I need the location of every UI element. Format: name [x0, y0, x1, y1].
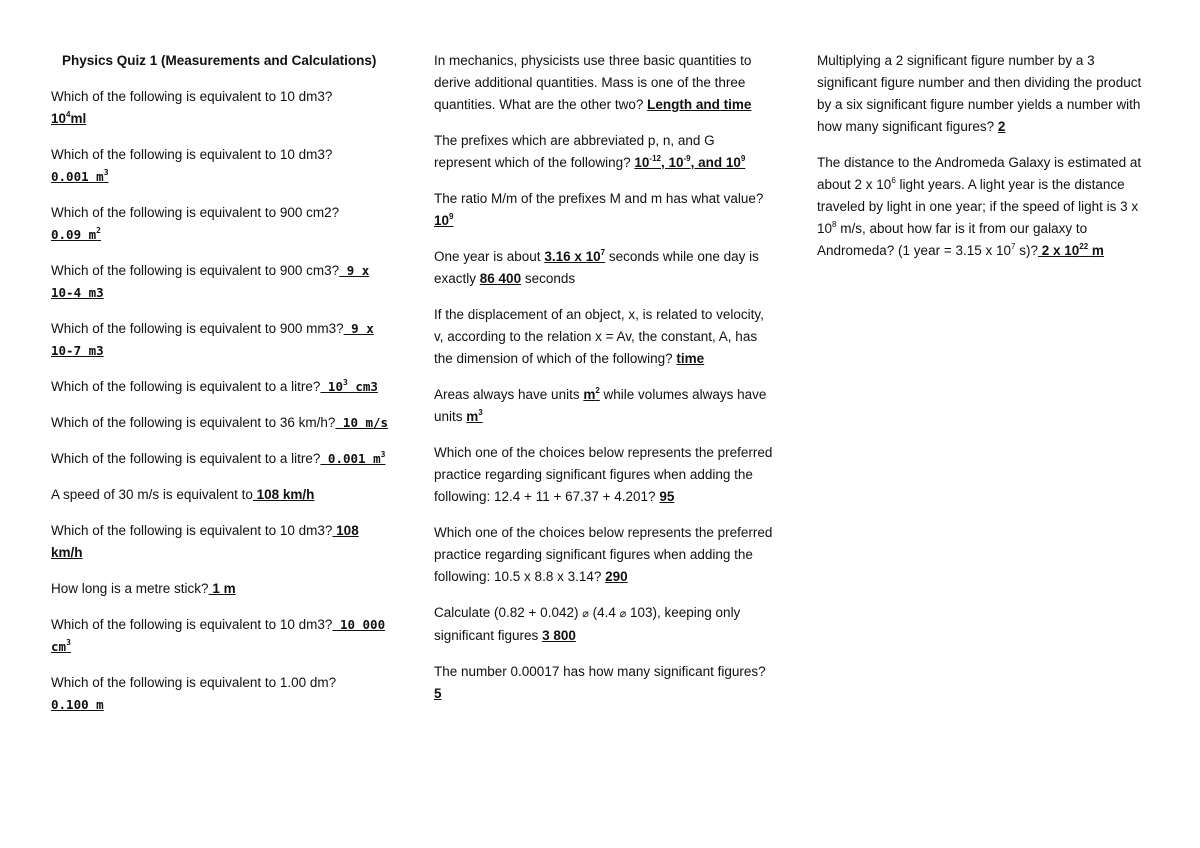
question-17: One year is about 3.16 x $10^7$ seconds while one day is exactly 86 400 seconds [434, 248, 759, 286]
answer: $10^{-12}$, $10^{-9}$, and $10^9$ [634, 154, 746, 170]
question-7: Which of the following is equivalent to 36 km/h? 10 m/s [51, 415, 389, 430]
question-2: Which of the following is equivalent to 10 dm3? 0.001 $m^3$ [51, 147, 333, 184]
answer: 0.001 $m^3$ [51, 168, 109, 184]
answer: 0.100 m [51, 697, 104, 712]
question-18: If the displacement of an object, x, is related to velocity, v, according to the relation x = Av, the constant, A, has the dimension of which of the following? time [434, 307, 764, 366]
answer: Length and time [647, 97, 752, 112]
answer: 95 [659, 489, 675, 504]
question-13: Which of the following is equivalent to 1.00 dm? 0.100 m [51, 675, 337, 712]
answer: $10^9$ [434, 212, 454, 228]
answer: 2 [997, 119, 1006, 134]
question-16: The ratio M/m of the prefixes M and m has what value? $10^9$ [434, 191, 764, 228]
division-symbol-icon: ⌀ [619, 607, 627, 620]
question-25: The distance to the Andromeda Galaxy is estimated at about 2 x $10^6$ light years. A light year is the distance traveled by light in one year; if the speed of light is 3 x $10^8$ m/s, about how far is it from our galaxy to Andromeda? (1 year = 3.15 x $10^7$ s)? 2 x $10^{22}$ m [817, 155, 1142, 258]
question-21: Which one of the choices below represents the preferred practice regarding significant figures when adding the following: 10.5 x 8.8 x 3.14? 290 [434, 525, 773, 584]
question-9: A speed of 30 m/s is equivalent to 108 km/h [51, 487, 315, 502]
question-10: Which of the following is equivalent to 10 dm3? 108 km/h [51, 523, 359, 560]
question-24: Multiplying a 2 significant figure number by a 3 significant figure number and then dividing the product by a six significant figure number yields a number with how many significant figures? 2 [817, 53, 1142, 134]
question-23: The number 0.00017 has how many significant figures? 5 [434, 664, 766, 701]
question-3: Which of the following is equivalent to 900 cm2? 0.09 $m^2$ [51, 205, 340, 242]
answer: 108 km/h [51, 523, 359, 560]
answer: 9 x 10-4 m3 [51, 263, 370, 300]
question-6: Which of the following is equivalent to a litre? $10^3$ cm3 [51, 378, 378, 394]
answer: 9 x 10-7 m3 [51, 321, 374, 358]
answer: $10^3$ cm3 [320, 378, 378, 394]
quiz-title: Physics Quiz 1 (Measurements and Calculations) [62, 53, 377, 68]
question-20: Which one of the choices below represents the preferred practice regarding significant figures when adding the following: 12.4 + 11 + 67.37 + 4.201? 95 [434, 445, 773, 504]
answer: 5 [434, 686, 442, 701]
column-3 [817, 50, 1157, 276]
question-4: Which of the following is equivalent to 900 cm3? 9 x 10-4 m3 [51, 263, 370, 300]
answer: 0.09 $m^2$ [51, 226, 101, 242]
answer: 10 000 $cm^3$ [51, 617, 386, 654]
answer: 290 [605, 569, 628, 584]
division-symbol-icon: ⌀ [582, 607, 589, 620]
answer: 2 x $10^{22}$ m [1037, 242, 1104, 258]
question-12: Which of the following is equivalent to 10 dm3? 10 000 $cm^3$ [51, 617, 386, 654]
answer: $m^2$ [583, 386, 600, 402]
column-2 [434, 50, 774, 719]
question-1: Which of the following is equivalent to 10 dm3? $10^4ml$ [51, 89, 333, 126]
question-5: Which of the following is equivalent to 900 mm3? 9 x 10-7 m3 [51, 321, 374, 358]
question-19: Areas always have units $m^2$ while volumes always have units $m^3$ [434, 386, 767, 424]
answer: 86 400 [479, 271, 522, 286]
answer: $10^4ml$ [51, 110, 87, 126]
question-8: Which of the following is equivalent to a litre? 0.001 $m^3$ [51, 450, 386, 466]
question-11: How long is a metre stick? 1 m [51, 581, 236, 596]
answer: 10 m/s [335, 415, 389, 430]
answer: 108 km/h [252, 487, 315, 502]
answer: 3 800 [542, 628, 576, 643]
answer: $m^3$ [466, 408, 483, 424]
column-1 [51, 50, 391, 730]
answer: 1 m [208, 581, 236, 596]
question-15: The prefixes which are abbreviated p, n, and G represent which of the following? $10^{-12}$, $10^{-9}$, and $10^9$ [434, 133, 746, 170]
answer: time [676, 351, 705, 366]
answer: 0.001 $m^3$ [320, 450, 386, 466]
question-22: Calculate (0.82 + 0.042) ⌀ (4.4 ⌀ 103), keeping only significant figures 3 800 [434, 605, 741, 643]
question-14: In mechanics, physicists use three basic quantities to derive additional quantities. Mass is one of the three quantities. What are the other two? Length and time [434, 53, 752, 112]
answer: 3.16 x $10^7$ [544, 248, 606, 264]
